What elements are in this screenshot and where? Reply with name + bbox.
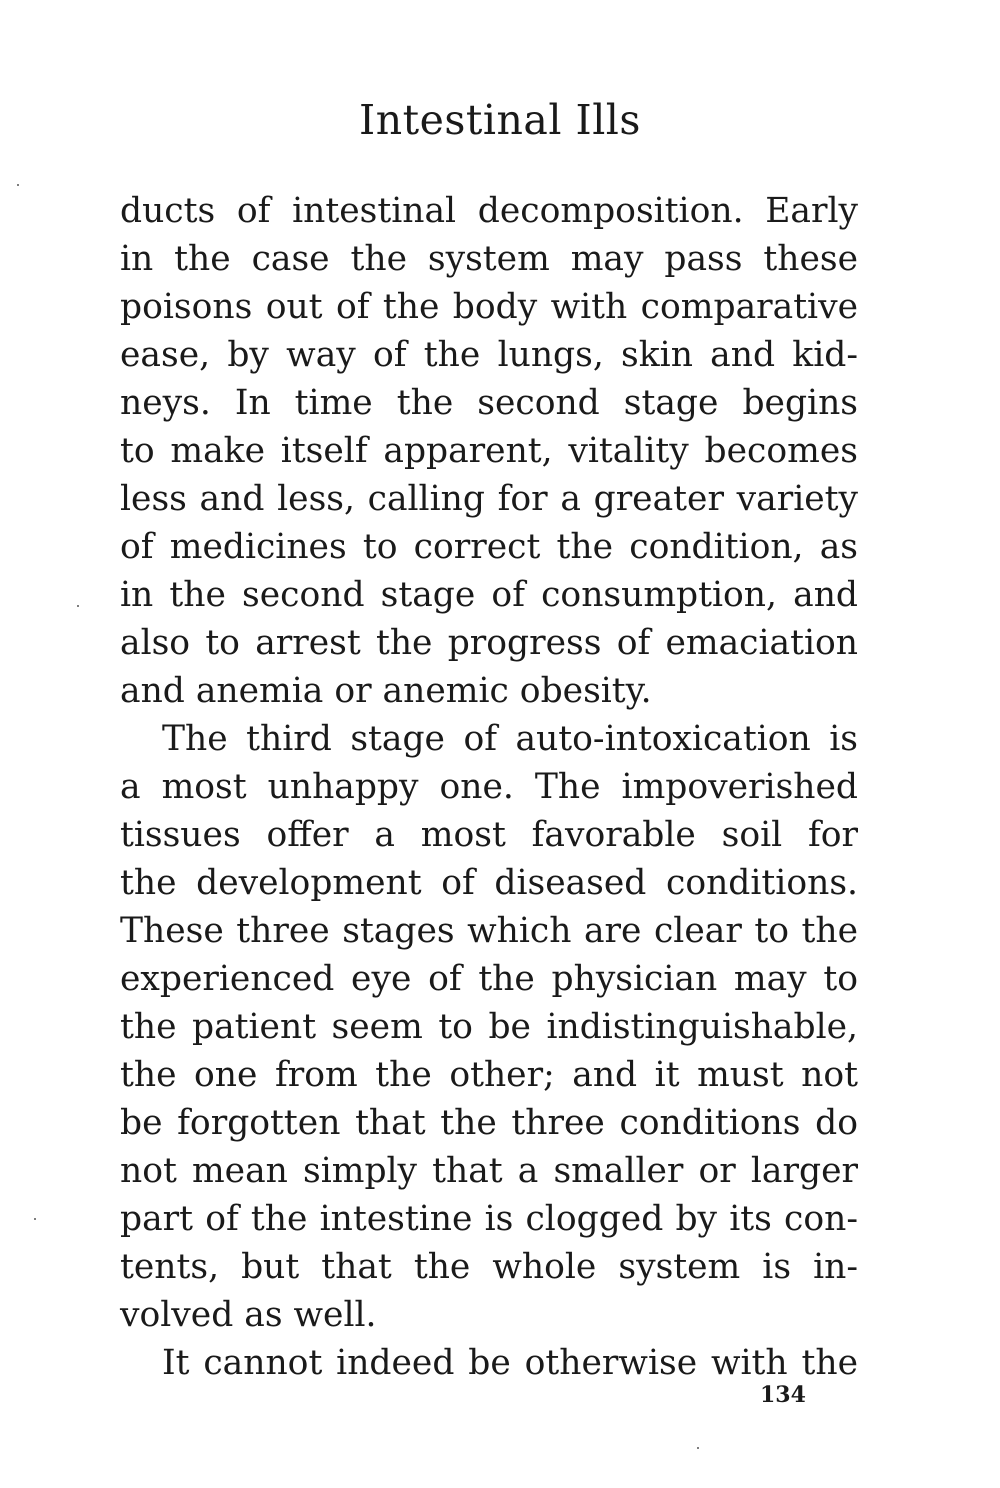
text-line: These three stages which are clear to the — [120, 911, 858, 951]
text-line: a most unhappy one. The impoverished — [120, 767, 858, 807]
scan-speck — [17, 184, 19, 186]
text-line: It cannot indeed be otherwise with the — [162, 1343, 858, 1383]
text-line: the patient seem to be indistinguishable, — [120, 1007, 858, 1047]
scan-speck — [697, 1447, 699, 1449]
text-line: to make itself apparent, vitality becomes — [120, 431, 858, 471]
text-line: tents, but that the whole system is in- — [120, 1247, 858, 1287]
text-line: ducts of intestinal decomposition. Early — [120, 191, 858, 231]
text-line: in the case the system may pass these — [120, 239, 858, 279]
text-line: of medicines to correct the condition, as — [120, 527, 858, 567]
text-line: be forgotten that the three conditions do — [120, 1103, 858, 1143]
page-number: 134 — [760, 1382, 806, 1408]
text-line: and anemia or anemic obesity. — [120, 671, 652, 711]
text-line: part of the intestine is clogged by its con- — [120, 1199, 858, 1239]
text-line: experienced eye of the physician may to — [120, 959, 858, 999]
text-line: neys. In time the second stage begins — [120, 383, 858, 423]
text-line: the development of diseased conditions. — [120, 863, 858, 903]
scan-speck — [77, 605, 79, 607]
text-line: poisons out of the body with comparative — [120, 287, 858, 327]
text-line: ease, by way of the lungs, skin and kid- — [120, 335, 858, 375]
text-line: tissues offer a most favorable soil for — [120, 815, 858, 855]
text-line: The third stage of auto-intoxication is — [162, 719, 858, 759]
text-line: volved as well. — [120, 1295, 377, 1335]
scan-speck — [34, 1218, 36, 1220]
text-line: not mean simply that a smaller or larger — [120, 1151, 858, 1191]
text-line: the one from the other; and it must not — [120, 1055, 858, 1095]
running-head: Intestinal Ills — [359, 96, 641, 144]
text-line: also to arrest the progress of emaciation — [120, 623, 858, 663]
text-line: in the second stage of consumption, and — [120, 575, 858, 615]
text-line: less and less, calling for a greater variety — [120, 479, 858, 519]
body-text — [120, 187, 858, 1387]
